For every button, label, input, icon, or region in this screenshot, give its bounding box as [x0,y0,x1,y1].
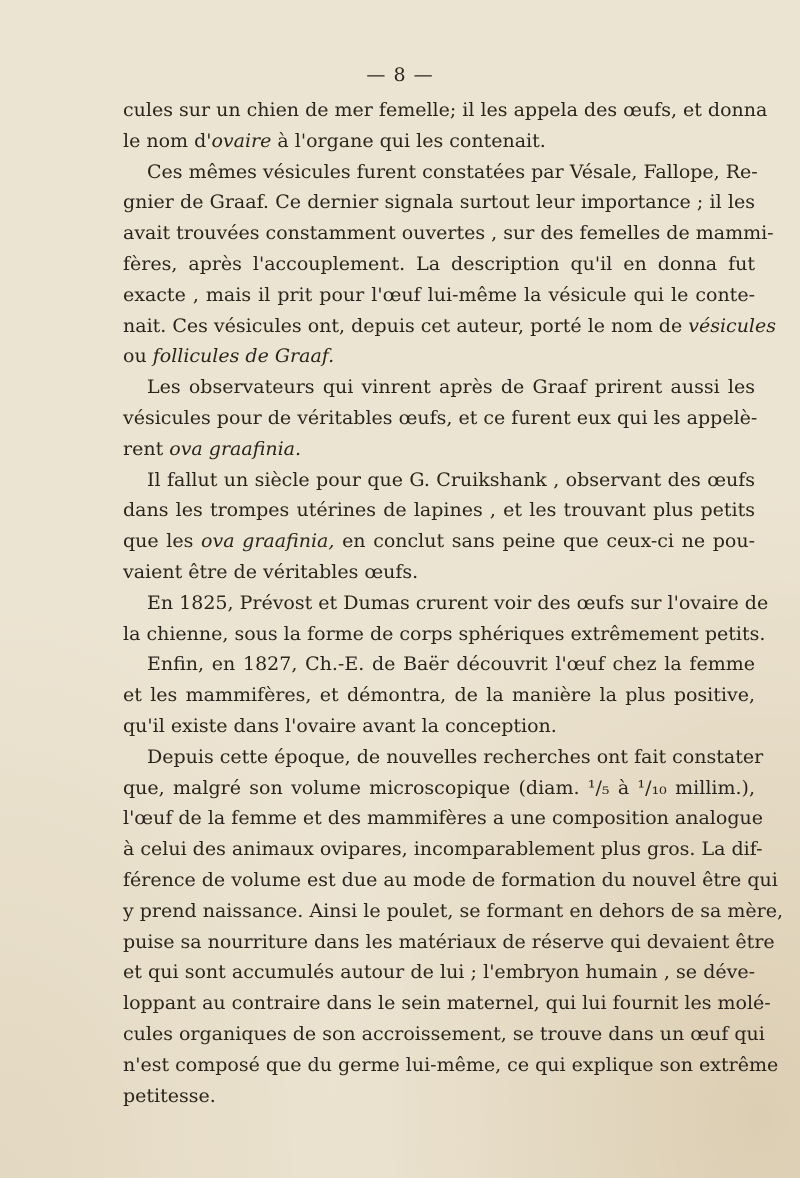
text-line [123,957,755,988]
text-line [123,372,755,403]
italic-text: ova graafinia. [169,437,302,460]
text-line [123,526,755,557]
text-segment: Ces mêmes vésicules furent constatées par Vésale, Fallope, Re- [147,160,758,183]
italic-text: vésicules [688,314,777,337]
text-line [123,95,768,126]
text-segment: Enfin, en 1827, Ch.-E. de Baër découvrit l'œuf chez la femme [147,653,755,676]
page-number: — 8 — [366,64,434,86]
text-segment: avait trouvées constamment ouvertes , sur des femelles de mammi- [123,222,774,245]
text-line [123,896,784,927]
text-line [123,465,755,496]
text-segment: puise sa nourriture dans les matériaux de réserve qui devaient être [123,930,775,953]
text-segment: vésicules pour de véritables œufs, et ce furent eux qui les appelè- [123,406,758,429]
text-segment: dans les trompes utérines de lapines , et les trouvant plus petits [123,499,755,522]
text-line [123,680,755,711]
text-segment: Depuis cette époque, de nouvelles recherches ont fait constater [147,745,764,768]
text-line [123,1050,779,1081]
text-line [123,742,764,773]
text-line [123,311,777,342]
text-line [123,927,775,958]
text-segment: en conclut sans peine que ceux-ci ne pou- [334,530,756,553]
text-segment: vaient être de véritables œufs. [123,560,419,583]
text-line [123,1019,765,1050]
text-line [123,619,766,650]
text-line [123,649,755,680]
body-text [123,95,784,1111]
text-segment: y prend naissance. Ainsi le poulet, se formant en dehors de sa mère, [123,899,784,922]
text-line [123,1081,755,1112]
text-segment: loppant au contraire dans le sein maternel, qui lui fournit les molé- [123,992,771,1015]
text-segment: et qui sont accumulés autour de lui ; l'embryon humain , se déve- [123,961,755,984]
text-segment: cules organiques de son accroissement, se trouve dans un œuf qui [123,1022,765,1045]
text-line [123,803,763,834]
text-line [123,280,755,311]
text-segment: Il fallut un siècle pour que G. Cruikshank , observant des œufs [147,468,755,491]
text-segment: que, malgré son volume microscopique (diam. ¹/₅ à ¹/₁₀ millim.), [123,776,755,799]
text-segment: cules sur un chien de mer femelle; il les appela des œufs, et donna [123,99,768,121]
text-segment: exacte , mais il prit pour l'œuf lui-même la vésicule qui le conte- [123,283,755,306]
text-segment: le nom d' [123,129,212,152]
text-line [123,588,769,619]
text-segment: rent [123,437,170,460]
text-line [123,218,774,249]
text-segment: férence de volume est due au mode de formation du nouvel être qui [123,868,778,891]
italic-text: ovaire [211,129,272,152]
text-line [123,187,755,218]
italic-text: ova graafinia, [201,530,335,553]
text-line [123,557,755,588]
text-segment: et les mammifères, et démontra, de la manière la plus positive, [123,684,755,707]
text-line [123,988,771,1019]
text-line [123,157,758,188]
text-segment: nait. Ces vésicules ont, depuis cet auteur, porté le nom de [123,314,689,337]
text-line [123,403,758,434]
text-line [123,834,763,865]
text-segment: que les [123,530,202,553]
text-segment: Les observateurs qui vinrent après de Graaf prirent aussi les [147,376,755,399]
text-segment: n'est composé que du germe lui-même, ce qui explique son extrême [123,1053,779,1076]
text-segment: la chienne, sous la forme de corps sphériques extrêmement petits. [123,622,766,645]
text-line [123,865,778,896]
text-line [123,126,755,157]
text-segment: ou [123,345,153,368]
text-segment: à celui des animaux ovipares, incomparablement plus gros. La dif- [123,838,763,861]
text-segment: gnier de Graaf. Ce dernier signala surtout leur importance ; il les [123,191,755,214]
text-line [123,434,755,465]
text-segment: à l'organe qui les contenait. [271,129,546,152]
text-line [123,495,755,526]
text-line [123,773,755,804]
text-segment: En 1825, Prévost et Dumas crurent voir des œufs sur l'ovaire de [147,591,769,614]
text-segment: qu'il existe dans l'ovaire avant la conception. [123,714,557,737]
text-line [123,341,755,372]
text-line [123,249,755,280]
text-line [123,711,755,742]
italic-text: follicules de Graaf. [152,345,335,368]
text-segment: petitesse. [123,1084,216,1107]
text-segment: fères, après l'accouplement. La description qu'il en donna fut [123,252,755,275]
text-segment: l'œuf de la femme et des mammifères a une composition analogue [123,807,763,830]
